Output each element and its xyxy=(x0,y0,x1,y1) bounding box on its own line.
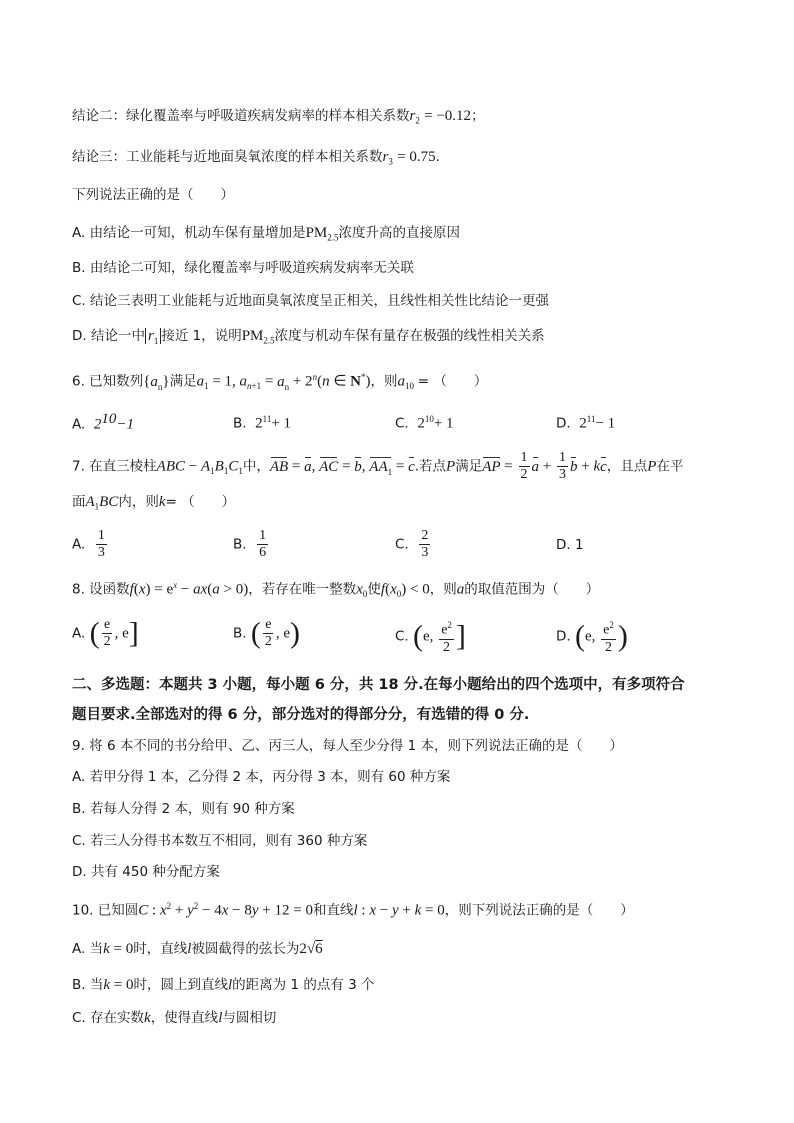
q10-b-mid: 时，圆上到直线 xyxy=(133,977,228,993)
q6-d-rest: − 1 xyxy=(595,415,616,432)
q7-line2b: 内，则 xyxy=(118,494,159,510)
q7-a-den: 3 xyxy=(97,545,105,560)
q7-mid2: .若点 xyxy=(414,458,447,475)
q7-option-a xyxy=(72,528,109,561)
q10-a-pre: A. 当 xyxy=(72,941,104,957)
q10-c-pre: C. 存在实数 xyxy=(72,1010,145,1026)
q9-option-a: A. 若甲分得 1 本，乙分得 2 本，丙分得 3 本，则有 60 种方案 xyxy=(72,769,451,785)
q7-b-num: 1 xyxy=(259,528,267,543)
q6-d-base: 2 xyxy=(579,415,587,432)
q7-mid3: 满足 xyxy=(455,458,483,475)
q10-b-pre: B. 当 xyxy=(72,977,104,993)
q6-post: ，则 xyxy=(370,373,398,390)
q9-option-b: B. 若每人分得 2 本，则有 90 种方案 xyxy=(72,801,295,817)
q5-d-sub: 2.5 xyxy=(263,335,275,346)
q9-option-c: C. 若三人分得书本数互不相同，则有 360 种方案 xyxy=(72,833,368,849)
q5-a-pm: PM xyxy=(305,225,328,241)
q10-option-c: C. 存在实数k，使得直线l与圆相切 xyxy=(72,1010,277,1026)
q6-prompt: 6. 已知数列$\{a_n\}$满足$a_1 = 1$, $a_{n+1} = a_n + 2^n(n$ ∈ N*)，则$a_{10}$ = （ ） xyxy=(72,372,488,392)
q5-a-sub: 2.5 xyxy=(327,232,339,243)
q7-mid4: ，且点 xyxy=(606,458,648,475)
q10-prompt: 10. 已知圆C : $x^2 + y^2 - 4x - 8y + 12 = 0$和直线l : x − y + k = 0，则下列说法正确的是（ ） xyxy=(72,901,634,919)
q7-a-num: 1 xyxy=(97,528,105,543)
q7-a-label: A. xyxy=(72,536,86,553)
q5-option-d: D. 结论一中 $r_1$ 接近 1，说明$PM_{2.5}$浓度与机动车保有量存在极强的线性相关关系 xyxy=(72,328,545,346)
q7-pre: 7. 在直三棱柱 xyxy=(72,458,157,475)
conclusion-2-tail: ； xyxy=(471,108,485,124)
q8-option-d: D. (e, $\frac{e^2}{2}$ ) xyxy=(556,617,628,656)
conclusion-3-tail: . xyxy=(435,149,440,165)
conclusion-2-value: = −0.12 xyxy=(424,108,472,124)
q6-tail: = （ ） xyxy=(417,373,488,390)
q7-option-c xyxy=(395,528,432,561)
q8-mid3: ，则 xyxy=(429,581,457,598)
q8-mid2: 使 xyxy=(367,581,381,598)
q6-c-rest: + 1 xyxy=(433,415,454,432)
q6-c-label: C. xyxy=(395,415,409,432)
q7-c-den: 3 xyxy=(421,545,429,560)
q10-option-a: A. 当k = 0时，直线l被圆截得的弦长为2√6 xyxy=(72,941,323,957)
q6-option-d xyxy=(556,409,615,434)
q5-prompt: 下列说法正确的是（ ） xyxy=(72,187,234,203)
q6-option-b xyxy=(233,409,291,434)
q7-line2c: = （ ） xyxy=(165,494,236,510)
conclusion-2-text: 结论二：绿化覆盖率与呼吸道疾病发病率的样本相关系数 xyxy=(72,108,410,124)
conclusion-3-text: 结论三：工业能耗与近地面臭氧浓度的样本相关系数 xyxy=(72,149,383,165)
q7-mid: 中， xyxy=(242,458,270,475)
q6-c-base: 2 xyxy=(417,415,425,432)
conclusion-3: 结论三：工业能耗与近地面臭氧浓度的样本相关系数$r_3 = 0.75$. xyxy=(72,149,440,167)
q10-pre: 10. 已知圆 xyxy=(72,902,139,919)
q7-tail: 在平 xyxy=(656,458,684,475)
q5-a-post: 浓度升高的直接原因 xyxy=(338,225,461,241)
q5-a-pre: A. 由结论一可知，机动车保有量增加是 xyxy=(72,225,306,241)
q7-option-b xyxy=(233,528,270,561)
conclusion-3-value: = 0.75 xyxy=(397,149,436,165)
q6-pre: 6. 已知数列 xyxy=(72,373,144,390)
q6-option-c xyxy=(395,409,454,434)
q8-b-label: B. xyxy=(233,625,247,642)
q8-pre: 8. 设函数 xyxy=(72,581,130,598)
q6-b-rest: + 1 xyxy=(271,415,292,432)
q7-c-num: 2 xyxy=(421,528,429,543)
q6-a-exp: 10 xyxy=(101,411,117,427)
q8-option-c: C. (e, $\frac{e^2}{2}$ ] xyxy=(395,617,466,656)
conclusion-2: 结论二：绿化覆盖率与呼吸道疾病发病率的样本相关系数$r_2 = -0.12$； xyxy=(72,108,485,126)
q10-a-mid: 时，直线 xyxy=(133,941,188,957)
q8-a-label: A. xyxy=(72,625,86,642)
q7-c-label: C. xyxy=(395,536,409,553)
q10-b-post: 的距离为 1 的点有 3 个 xyxy=(232,977,375,993)
q5-d-post: 浓度与机动车保有量存在极强的线性相关关系 xyxy=(274,328,545,344)
q7-option-d: D. 1 xyxy=(556,537,584,553)
q5-option-b: B. 由结论二可知，绿化覆盖率与呼吸道疾病发病率无关联 xyxy=(72,260,414,276)
q9-prompt: 9. 将 6 本不同的书分给甲、乙、丙三人，每人至少分得 1 本，则下列说法正确的是（ ） xyxy=(72,738,624,754)
q6-a-label: A. xyxy=(72,416,86,433)
q5-option-a xyxy=(72,223,460,248)
q10-option-b: B. 当k = 0时，圆上到直线l的距离为 1 的点有 3 个 xyxy=(72,977,375,993)
q6-mid: 满足 xyxy=(169,373,197,390)
q10-a-mid2: 被圆截得的弦长为 xyxy=(191,941,300,957)
q6-a-base: 2 xyxy=(93,416,102,433)
q10-c-post: 与圆相切 xyxy=(222,1010,277,1026)
q8-prompt: 8. 设函数$f(x) = e^x - ax(a > 0)$，若存在唯一整数$x_0$使$f(x_0) < 0$，则a的取值范围为（ ） xyxy=(72,580,600,600)
q6-d-exp: 11 xyxy=(586,414,596,424)
q7-prompt-line1: 7. 在直三棱柱ABC − $A_1B_1C_1$中，AB = a, AC = b, $AA_1 = c$.若点P满足AP = $\frac{1}{2}$ a + $\frac{1}{3}$ b + kc，且点P在平 xyxy=(72,450,684,482)
q8-tail: 的取值范围为（ ） xyxy=(464,581,600,598)
q10-tail: ，则下列说法正确的是（ ） xyxy=(444,902,634,919)
q8-c-label: C. xyxy=(395,628,409,645)
q6-d-label: D. xyxy=(556,415,571,432)
q8-option-a: A. ( $\frac{e}{2}$ , e] xyxy=(72,616,139,650)
q7-line2: 面 xyxy=(72,494,86,510)
q6-b-exp: 11 xyxy=(262,414,272,424)
q8-mid: ，若存在唯一整数 xyxy=(248,581,357,598)
q8-option-b: B. ( $\frac{e}{2}$ , e) xyxy=(233,616,301,650)
q6-c-exp: 10 xyxy=(424,414,434,424)
q6-option-a xyxy=(72,409,134,435)
q10-c-mid: ，使得直线 xyxy=(150,1010,219,1026)
q5-d-pre: D. 结论一中 xyxy=(72,328,145,344)
q7-prompt-line2: 面$A_1BC$内，则k= （ ） xyxy=(72,494,236,512)
q8-d-label: D. xyxy=(556,628,571,645)
q7-b-den: 6 xyxy=(259,545,267,560)
section-2-heading-line1: 二、多选题：本题共 3 小题，每小题 6 分，共 18 分.在每小题给出的四个选项中，有多项符合 xyxy=(72,677,685,693)
q5-d-pm: PM xyxy=(241,328,264,344)
q6-b-label: B. xyxy=(233,415,247,432)
q6-a-rest: −1 xyxy=(116,416,135,433)
q6-b-base: 2 xyxy=(255,415,263,432)
q5-option-c: C. 结论三表明工业能耗与近地面臭氧浓度呈正相关，且线性相关性比结论一更强 xyxy=(72,293,550,309)
q9-option-d: D. 共有 450 种分配方案 xyxy=(72,864,220,880)
q7-b-label: B. xyxy=(233,536,247,553)
section-2-heading-line2: 题目要求.全部选对的得 6 分，部分选对的得部分分，有选错的得 0 分. xyxy=(72,707,530,723)
q5-d-mid: 接近 1，说明 xyxy=(161,328,242,344)
q10-mid: 和直线 xyxy=(312,902,354,919)
